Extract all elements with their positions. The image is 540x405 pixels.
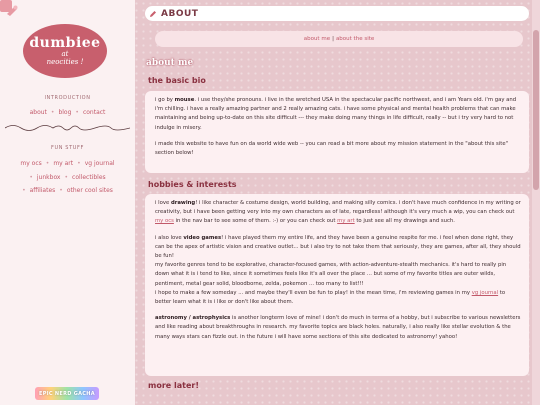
nav-vg-journal-link[interactable]: vg journal	[84, 160, 115, 167]
fun-stuff-heading: FUN STUFF	[51, 145, 84, 151]
hobbies-heading: hobbies & interests	[148, 180, 237, 189]
video-games-paragraph: i also love video games! i have played them my entire life, and they have been a genuine respite for me. i feel when done right, they can be the apex of artistic vision and creative outlet... but i also try to not take them that seriously, they are games, after all, they should be fun!	[155, 234, 521, 260]
page-title: ABOUT	[161, 8, 199, 19]
nav-separator: •	[50, 109, 55, 116]
about-site-link[interactable]: about the site	[335, 36, 375, 42]
logo-subtitle: at	[61, 50, 69, 58]
name-text: mouse	[174, 97, 195, 103]
logo-subtitle-2: neocities !	[46, 58, 84, 66]
nav-separator: •	[59, 187, 63, 194]
astronomy-paragraph: astronomy / astrophysics is another longterm love of mine! i don't do much in terms of a hobby, but i subscribe to various newsletters and like reading about breakthroughs in research. my favorite topics are black holes. naturally, i also really like stellar evolution & the many ways stars can fizzle out. in the future i will have some sections of this site dedicated to astronomy! yahoo!	[155, 315, 521, 340]
nav-my-art-link[interactable]: my art	[53, 160, 74, 167]
scrollbar-thumb[interactable]	[533, 30, 539, 190]
site-logo[interactable]	[23, 24, 107, 78]
nav-affiliates-link[interactable]: affiliates	[29, 187, 56, 194]
nav-separator: •	[77, 160, 81, 167]
sub-navigation	[155, 31, 523, 47]
gacha-badge[interactable]: EPIC NERD GACHA	[35, 387, 99, 400]
nav-contact-link[interactable]: contact	[82, 109, 106, 116]
vg-journal-link[interactable]: vg journal	[471, 289, 499, 296]
fun-nav-row	[0, 174, 135, 181]
genres-paragraph: my favorite genres tend to be explorative, character-focused games, with action-adventure-stealth mechanics. it's hard to really pin down what it is i tend to like, since it sometimes feels like it's all over the place ... but some of my favorite titles are outer wilds, pentiment, metal gear solid, bloodborne, zelda, pokemon ... too many to list!!!	[155, 262, 507, 287]
drawing-paragraph: i love drawing! i like character & costume design, world building, and making silly comics. i don't have much confidence in my writing or creativity, but i have been getting very into my own characters as of late, regardless! although it's very much a wip, you can check out my ocs in the nav bar to see some of them. :-) or you can check out my art to just see all my drawings and such.	[155, 200, 521, 225]
nav-separator: •	[29, 174, 33, 181]
logo-title: dumbiee	[29, 35, 101, 51]
my-ocs-link[interactable]: my ocs	[155, 218, 174, 225]
intro-nav	[0, 109, 135, 116]
page-title-bar	[145, 6, 529, 21]
nav-other-cool-sites-link[interactable]: other cool sites	[66, 187, 113, 194]
bio-paragraph: i go by mouse. i use they/she pronouns. i live in the wretched USA in the spectacular pacific northwest, and i am Years old. i'm gay and i'm chilling. i have a really amazing partner and 2 really amazing cats. i have some physical and mental health problems that can make maintaining and being up-to-date on this site difficult --- they make doing many things in life difficult, really -- but i try very hard to not indulge in misery.	[155, 97, 517, 131]
mouse-icon[interactable]	[5, 4, 19, 18]
nav-blog-link[interactable]: blog	[58, 109, 72, 116]
fun-nav-row	[0, 187, 135, 194]
sidebar	[0, 0, 135, 405]
bio-paragraph: i made this website to have fun on da world wide web -- you can read a bit more about my mission statement in the "about this site" section below!	[155, 140, 509, 157]
intro-heading: INTRODUCTION	[44, 95, 91, 101]
bio-heading: the basic bio	[148, 76, 206, 85]
journal-paragraph: i hope to make a few someday ... and maybe they'll even be fun to play! in the mean time, i'm reviewing games in my vg journal to better learn what it is i like or don't like about them.	[155, 289, 506, 306]
about-me-link[interactable]: about me	[303, 36, 331, 42]
fun-nav-row	[0, 160, 135, 167]
nav-my-ocs-link[interactable]: my ocs	[20, 160, 42, 167]
nav-about-link[interactable]: about	[29, 109, 47, 116]
bio-card	[145, 91, 529, 173]
hobbies-card	[145, 194, 529, 376]
nav-separator: •	[45, 160, 50, 167]
nav-separator: •	[22, 187, 26, 194]
pencil-icon	[149, 10, 157, 18]
squiggle-divider	[5, 122, 130, 134]
scrollbar[interactable]	[532, 0, 540, 405]
subnav-separator: |	[332, 36, 334, 42]
nav-collectibles-link[interactable]: collectibles	[72, 174, 106, 181]
nav-separator: •	[75, 109, 79, 116]
my-art-link[interactable]: my art	[337, 218, 355, 225]
nav-junkbox-link[interactable]: junkbox	[36, 174, 61, 181]
nav-separator: •	[64, 174, 69, 181]
more-later-heading: more later!	[148, 381, 199, 390]
about-me-heading: about me	[146, 58, 194, 68]
